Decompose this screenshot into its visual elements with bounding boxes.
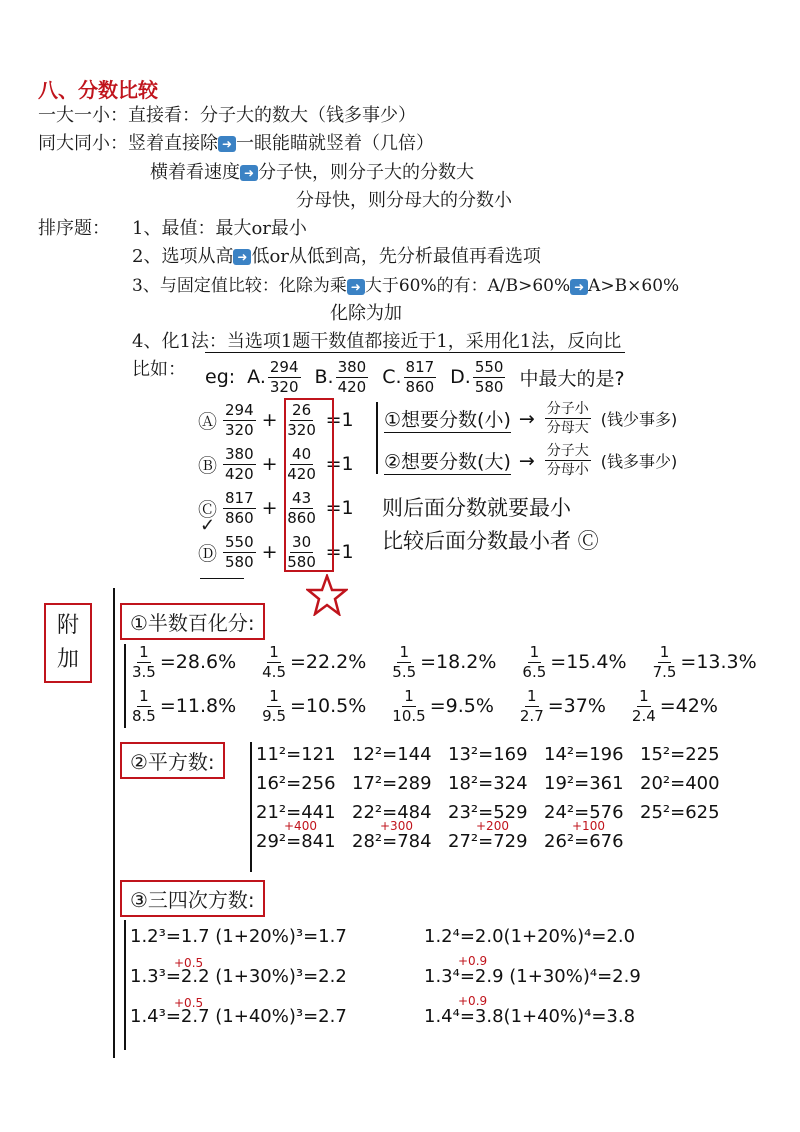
plus-sign: + bbox=[261, 541, 278, 563]
sort-label: 排序题： bbox=[38, 218, 110, 239]
option-c: C. $\frac{817}{860}$ bbox=[382, 357, 435, 396]
power-row: 1.2⁴=2.0(1+20%)⁴=2.0 bbox=[424, 926, 636, 947]
rule2a-post: 一眼能瞄就竖着（几倍） bbox=[236, 133, 434, 154]
square-cell bbox=[640, 831, 736, 852]
power-row: 1.2³=1.7 (1+20%)³=1.7 bbox=[130, 926, 347, 947]
sort3-pre: 3、与固定值比较：化除为乘 bbox=[132, 276, 347, 296]
reciprocal-item: $\frac{1}{5.5}$ =18.2% bbox=[392, 642, 497, 681]
sort-item-1: 1、最值：最大or最小 bbox=[132, 218, 307, 239]
solve-letter: Ⓑ bbox=[198, 454, 218, 477]
reciprocal-item: $\frac{1}{10.5}$ =9.5% bbox=[392, 686, 494, 725]
solve-row bbox=[198, 530, 368, 574]
power-row: +0.5 1.4³=2.7 (1+40%)³=2.7 bbox=[130, 996, 347, 1027]
note2-tag: (钱多事少) bbox=[600, 452, 678, 471]
square-cell: 15²=225 bbox=[640, 744, 720, 765]
part2-title: ②平方数: bbox=[120, 742, 225, 779]
star-icon bbox=[306, 574, 348, 616]
add-frac: $\frac{30}{580}$ bbox=[287, 532, 316, 571]
solve-letter: Ⓒ bbox=[198, 498, 218, 521]
squares-table bbox=[256, 744, 736, 852]
square-cell: 22²=484 bbox=[352, 802, 432, 823]
square-cell: +100 26²=676 bbox=[544, 819, 624, 852]
solve-row bbox=[198, 442, 368, 486]
solve-frac: $\frac{294}{320}$ bbox=[225, 400, 254, 439]
sort-item-4: 4、化1法：当选项1题干数值都接近于1，采用化1法，反向比 bbox=[132, 331, 622, 352]
equals-one: =1 bbox=[325, 497, 354, 519]
power-row: +0.9 1.4⁴=3.8(1+40%)⁴=3.8 bbox=[424, 994, 636, 1027]
reciprocal-row bbox=[128, 640, 768, 684]
arrow-right-icon: ➜ bbox=[347, 279, 365, 295]
highlight-box bbox=[284, 398, 334, 572]
question-tail: 中最大的是? bbox=[519, 367, 625, 390]
square-cell: 12²=144 bbox=[352, 744, 432, 765]
plus-sign: + bbox=[261, 497, 278, 519]
square-cell: 25²=625 bbox=[640, 802, 720, 823]
rule2b-pre: 横着看速度 bbox=[150, 162, 240, 183]
example-question bbox=[205, 352, 625, 399]
solve-row bbox=[198, 398, 368, 442]
note2-label: ②想要分数(大) bbox=[384, 447, 511, 475]
note-big bbox=[384, 444, 677, 477]
square-cell: 23²=529 bbox=[448, 802, 528, 823]
sort3-post: A>B×60% bbox=[588, 276, 680, 296]
equals-one: =1 bbox=[325, 541, 354, 563]
check-icon: ✓ bbox=[200, 515, 216, 536]
solve-row bbox=[198, 486, 368, 530]
arrow-icon: → bbox=[518, 449, 535, 472]
note1-tag: (钱少事多) bbox=[600, 410, 678, 429]
powers-bracket bbox=[124, 920, 126, 1050]
square-cell: 20²=400 bbox=[640, 773, 720, 794]
reciprocal-table bbox=[128, 640, 768, 730]
square-cell: 13²=169 bbox=[448, 744, 528, 765]
divider bbox=[200, 578, 244, 579]
conclusion-1: 则后面分数就要最小 bbox=[382, 496, 571, 520]
square-cell: 11²=121 bbox=[256, 744, 336, 765]
squares-last-row bbox=[256, 819, 736, 852]
solve-letter: Ⓐ bbox=[198, 410, 218, 433]
part3-title: ③三四次方数: bbox=[120, 880, 265, 917]
sort2-pre: 2、选项从高 bbox=[132, 246, 234, 267]
plus-sign: + bbox=[261, 409, 278, 431]
add-frac: $\frac{40}{420}$ bbox=[287, 444, 316, 483]
note2-frac: $\frac{\text{分子大}}{\text{分母小}}$ bbox=[546, 443, 589, 478]
solve-frac: $\frac{380}{420}$ bbox=[225, 444, 254, 483]
rule-same-direction bbox=[38, 129, 434, 155]
square-cell: 17²=289 bbox=[352, 773, 432, 794]
square-cell: +400 29²=841 bbox=[256, 819, 336, 852]
option-a: A. $\frac{294}{320}$ bbox=[247, 357, 299, 396]
sort-item-2 bbox=[132, 242, 541, 268]
square-cell: 14²=196 bbox=[544, 744, 624, 765]
square-cell: 19²=361 bbox=[544, 773, 624, 794]
reciprocal-item: $\frac{1}{3.5}$ =28.6% bbox=[132, 642, 237, 681]
solve-frac: $\frac{550}{580}$ bbox=[225, 532, 254, 571]
arrow-icon: → bbox=[518, 407, 535, 430]
eg-label: eg: bbox=[205, 366, 236, 388]
option-b: B. $\frac{380}{420}$ bbox=[314, 357, 367, 396]
powers-left bbox=[130, 926, 347, 1046]
square-cell: 21²=441 bbox=[256, 802, 336, 823]
arrow-right-icon: ➜ bbox=[570, 279, 588, 295]
appendix-bracket bbox=[113, 588, 115, 1058]
part1-title: ①半数百化分: bbox=[120, 603, 265, 640]
rule-horizontal bbox=[150, 158, 474, 184]
note-small bbox=[384, 402, 677, 435]
solve-letter: Ⓓ bbox=[198, 542, 218, 565]
square-cell: 18²=324 bbox=[448, 773, 528, 794]
arrow-right-icon: ➜ bbox=[218, 136, 236, 152]
example-label: 比如： bbox=[132, 359, 186, 380]
note1-frac: $\frac{\text{分子小}}{\text{分母大}}$ bbox=[546, 401, 589, 436]
conclusion-2: 比较后面分数最小者 Ⓒ bbox=[382, 529, 599, 553]
power-row: +0.9 1.3⁴=2.9 (1+30%)⁴=2.9 bbox=[424, 954, 641, 987]
section-title: 八、分数比较 bbox=[38, 78, 158, 102]
square-cell: 16²=256 bbox=[256, 773, 336, 794]
equals-one: =1 bbox=[325, 453, 354, 475]
sort3-mid: 大于60%的有：A/B>60% bbox=[364, 276, 571, 296]
reciprocal-item: $\frac{1}{8.5}$ =11.8% bbox=[132, 686, 237, 725]
reciprocal-item: $\frac{1}{2.7}$ =37% bbox=[519, 686, 606, 725]
option-d: D. $\frac{550}{580}$ bbox=[450, 357, 504, 396]
square-cell: +300 28²=784 bbox=[352, 819, 432, 852]
reciprocal-row bbox=[128, 684, 768, 728]
notes-bracket bbox=[376, 402, 378, 474]
power-row: +0.5 1.3³=2.2 (1+30%)³=2.2 bbox=[130, 956, 347, 987]
rule-denominator: 分母快，则分母大的分数小 bbox=[296, 190, 512, 211]
sort-item-3b: 化除为加 bbox=[330, 303, 402, 324]
rule2a-pre: 同大同小：竖着直接除 bbox=[38, 133, 218, 154]
reciprocal-item: $\frac{1}{4.5}$ =22.2% bbox=[262, 642, 367, 681]
reciprocal-item: $\frac{1}{6.5}$ =15.4% bbox=[522, 642, 627, 681]
rule-one-big-one-small: 一大一小：直接看：分子大的数大（钱多事少） bbox=[38, 105, 416, 126]
square-cell: 24²=576 bbox=[544, 802, 624, 823]
sort2-post: 低or从低到高，先分析最值再看选项 bbox=[251, 246, 541, 267]
sort-item-3 bbox=[132, 271, 679, 296]
reciprocal-item: $\frac{1}{7.5}$ =13.3% bbox=[652, 642, 757, 681]
reciprocal-item: $\frac{1}{9.5}$ =10.5% bbox=[262, 686, 367, 725]
rule2b-post: 分子快，则分子大的分数大 bbox=[258, 162, 474, 183]
add-frac: $\frac{43}{860}$ bbox=[287, 488, 316, 527]
squares-grid bbox=[256, 744, 736, 823]
note1-label: ①想要分数(小) bbox=[384, 405, 511, 433]
plus-sign: + bbox=[261, 453, 278, 475]
squares-bracket bbox=[250, 742, 252, 872]
add-frac: $\frac{26}{320}$ bbox=[287, 400, 316, 439]
square-cell: +200 27²=729 bbox=[448, 819, 528, 852]
arrow-right-icon: ➜ bbox=[233, 249, 251, 265]
solve-block bbox=[198, 398, 368, 574]
solve-frac: $\frac{817}{860}$ bbox=[225, 488, 254, 527]
appendix-label: 附加 bbox=[44, 603, 92, 683]
equals-one: =1 bbox=[325, 409, 354, 431]
arrow-right-icon: ➜ bbox=[240, 165, 258, 181]
reciprocal-item: $\frac{1}{2.4}$ =42% bbox=[631, 686, 718, 725]
powers-right bbox=[424, 926, 641, 1046]
reciprocal-bracket bbox=[124, 644, 126, 728]
